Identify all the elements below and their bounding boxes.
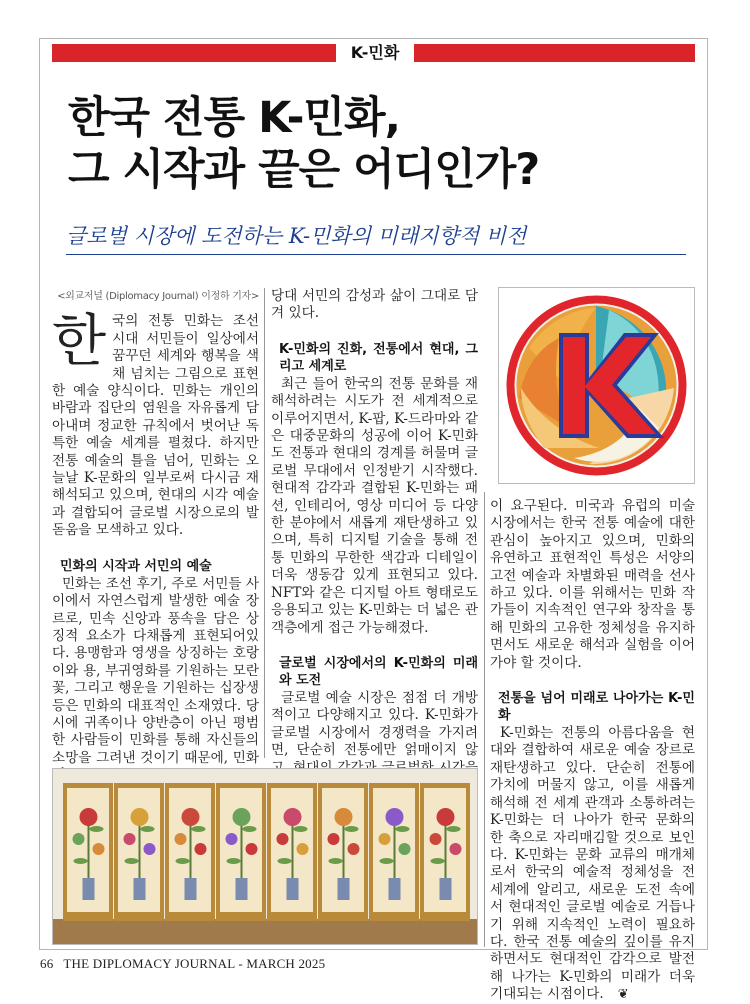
k-logo-icon bbox=[499, 273, 694, 483]
flower-leaf bbox=[90, 826, 104, 832]
flower-blossom bbox=[348, 843, 360, 855]
page-number: 66 bbox=[40, 956, 54, 971]
flower-blossom bbox=[175, 833, 187, 845]
section-label: K-민화 bbox=[336, 39, 414, 67]
flower-blossom bbox=[284, 808, 302, 826]
flower-leaf bbox=[243, 826, 257, 832]
headline bbox=[68, 92, 708, 196]
flower-blossom bbox=[386, 808, 404, 826]
flower-leaf bbox=[74, 858, 88, 864]
section-body: 최근 들어 한국의 전통 문화를 재해석하려는 시도가 전 세계적으로 이루어지면서, K-팝, K-드라마와 같은 대중문화의 성공에 이어 K-민화도 전통과 현대의 경계를 허물며 글로벌 무대에서 인정받기 시작했다. 현대적 감각과 결합된 K-민화는 패션, 인테리어, 영상 미디어 등 다양한 분야에서 새롭게 재탄생하고 있으며, 특히 디지털 기술을 통해 전통 민화의 무한한 색감과 디테일이 더욱 생동감 있게 표현되고 있다. NFT와 같은 디지털 아트 형태로도 응용되고 있는 K-민화는 더 넓은 관객층에게 접근 가능해졌다. bbox=[271, 375, 478, 636]
flower-leaf bbox=[176, 858, 190, 864]
article-column-1 bbox=[52, 288, 259, 785]
flower-vase bbox=[83, 878, 95, 900]
flower-blossom bbox=[144, 843, 156, 855]
section-heading: 글로벌 시장에서의 K-민화의 미래와 도전 bbox=[279, 655, 478, 688]
intro-text: 국의 전통 민화는 조선 시대 서민들이 일상에서 꿈꾸던 세계와 행복을 색채 넘치는 그림으로 표현한 예술 양식이다. 민화는 개인의 바람과 집단의 염원을 자유롭게 담아내며 정교한 규칙에서 벗어난 독특한 예술 세계를 펼쳤다. 하지만 전통 예술의 틀을 넘어, 민화는 오늘날 K-문화의 일부로써 다시금 재해석되고 있으며, 현대의 시각 예술과 결합되어 글로벌 시장으로의 발돋움을 모색하고 있다. bbox=[52, 313, 259, 539]
section-body bbox=[52, 576, 259, 785]
column-divider bbox=[484, 492, 485, 947]
flower-leaf bbox=[396, 826, 410, 832]
flower-blossom bbox=[246, 843, 258, 855]
section-body-part-1: 글로벌 예술 시장은 점점 더 개방적이고 다양해지고 있다. K-민화가 글로벌 시장에서 경쟁력을 가지려면, 단순히 전통에만 얽매이지 않 bbox=[271, 689, 478, 759]
flower-vase bbox=[185, 878, 197, 900]
section-heading: K-민화의 진화, 전통에서 현대, 그리고 세계로 bbox=[279, 341, 478, 374]
flower-leaf bbox=[125, 858, 139, 864]
flower-leaf bbox=[294, 826, 308, 832]
flower-leaf bbox=[278, 858, 292, 864]
flower-vase bbox=[236, 878, 248, 900]
flower-vase bbox=[287, 878, 299, 900]
section-body-part-2: 이 요구된다. 미국과 유럽의 미술 시장에서는 한국 전통 예술에 대한 관심이 높아지고 있으며, 민화의 유연하고 표현적인 특성은 서양의 고전 예술과 차별화된 매력을 선사하고 있다. 이를 위해서는 민화 작가들이 지속적인 연구와 창작을 통해 민화의 고유한 정체성을 유지하면서도 새로운 해석과 실험을 이어가야 할 것이다. bbox=[490, 498, 695, 671]
flower-leaf bbox=[227, 858, 241, 864]
publication-line: THE DIPLOMACY JOURNAL - MARCH 2025 bbox=[63, 956, 326, 971]
column-divider bbox=[264, 288, 265, 758]
flower-leaf bbox=[431, 858, 445, 864]
flower-leaf bbox=[329, 858, 343, 864]
flower-leaf bbox=[380, 858, 394, 864]
flower-vase bbox=[134, 878, 146, 900]
section-body bbox=[490, 725, 695, 1004]
section-body-continued bbox=[490, 498, 695, 672]
flower-blossom bbox=[335, 808, 353, 826]
headline-line-2: 그 시작과 끝은 어디인가? bbox=[68, 145, 540, 195]
flower-blossom bbox=[73, 833, 85, 845]
subheadline-text: 글로벌 시장에 도전하는 K-민화의 미래지향적 비전 bbox=[66, 224, 527, 248]
section-body-text: K-민화는 전통의 아름다움을 현대와 결합하여 새로운 예술 장르로 재탄생하고 있다. 단순히 전통에 가치에 머물지 않고, 이를 새롭게 해석해 전 세계 관객과 소통하려는 K-민화는 더 나아가 한국 문화의 한 축으로 자리매김할 것으로 보인다. K-민화는 문화 교류의 매개체로서 한국의 예술적 정체성을 전 세계에 알리고, 새로운 도전 속에서 현대적인 글로벌 예술로 거듭나기 위해 지속적인 노력이 필요하다. 한국 전통 예술의 깊이를 유지하면서도 현대적인 감각으로 발전해 나가는 K-민화의 미래가 더욱 기대되는 시점이다. bbox=[490, 725, 695, 1003]
flower-blossom bbox=[131, 808, 149, 826]
logo-letter: K bbox=[499, 273, 511, 292]
flower-leaf bbox=[345, 826, 359, 832]
flower-blossom bbox=[297, 843, 309, 855]
flower-blossom bbox=[182, 808, 200, 826]
subheadline bbox=[66, 220, 686, 255]
flower-leaf bbox=[447, 826, 461, 832]
folding-screen-image bbox=[53, 769, 477, 944]
article-column-3 bbox=[490, 498, 695, 1004]
flower-blossom bbox=[430, 833, 442, 845]
minhwa-folding-screen-photo bbox=[52, 768, 478, 945]
flower-blossom bbox=[226, 833, 238, 845]
section-heading: 민화의 시작과 서민의 예술 bbox=[60, 558, 212, 574]
flower-blossom bbox=[437, 808, 455, 826]
article-column-2 bbox=[271, 288, 478, 794]
intro-paragraph bbox=[52, 309, 259, 539]
flower-leaf bbox=[192, 826, 206, 832]
end-mark-icon: ❦ bbox=[617, 987, 629, 1003]
flower-blossom bbox=[195, 843, 207, 855]
drop-cap: 한 bbox=[52, 309, 107, 375]
flower-blossom bbox=[379, 833, 391, 845]
flower-blossom bbox=[277, 833, 289, 845]
byline: <외교저널 (Diplomacy Journal) 이정하 기자> bbox=[57, 291, 259, 302]
floor bbox=[53, 919, 477, 944]
section-heading: 전통을 넘어 미래로 나아가는 K-민화 bbox=[498, 691, 695, 724]
headline-line-1: 한국 전통 K-민화, bbox=[68, 93, 400, 143]
flower-blossom bbox=[233, 808, 251, 826]
flower-blossom bbox=[93, 843, 105, 855]
section-body-part-2: 당대 서민의 감성과 삶이 그대로 담겨 있다. bbox=[271, 288, 478, 322]
k-minhwa-logo-image bbox=[498, 273, 695, 484]
flower-blossom bbox=[80, 808, 98, 826]
flower-vase bbox=[440, 878, 452, 900]
flower-blossom bbox=[450, 843, 462, 855]
flower-blossom bbox=[124, 833, 136, 845]
section-body-continued bbox=[271, 288, 478, 323]
section-body-part-1: 민화는 조선 후기, 주로 서민들 사이에서 자연스럽게 발생한 예술 장르로, 민속 신앙과 풍속을 담은 상징적 요소가 다채롭게 표현되어있다. 용맹함과 영생을 상징하는 호랑이와 용, 부귀영화를 기원하는 모란꽃, 그리고 행운을 기원하는 십장생 등은 민화의 대표적인 소재였다. 당시에 귀족이나 양반층이 아닌 평범한 사람들이 민화를 통해 자신들의 소망을 그려낸 것이기 때문에, 민화 bbox=[52, 575, 259, 766]
flower-vase bbox=[338, 878, 350, 900]
page-footer bbox=[40, 956, 335, 972]
flower-blossom bbox=[328, 833, 340, 845]
flower-vase bbox=[389, 878, 401, 900]
flower-blossom bbox=[399, 843, 411, 855]
flower-leaf bbox=[141, 826, 155, 832]
